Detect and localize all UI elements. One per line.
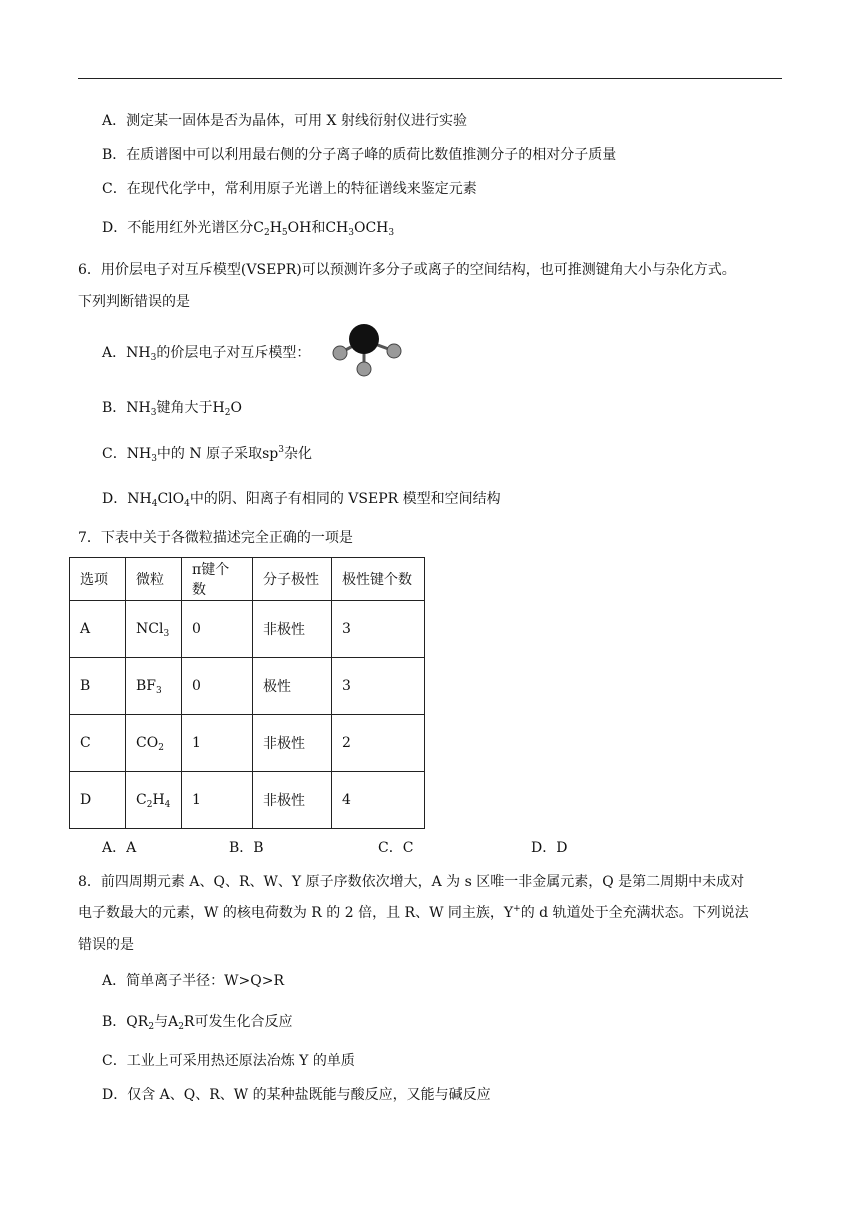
table-cell-polar-bonds: 2 [332, 715, 425, 772]
table-cell-particle: $BF_3$ [126, 658, 182, 715]
table-cell-particle: NCl$_3$ [126, 601, 182, 658]
q8-stem-line2: 电子数最大的元素，W 的核电荷数为 R 的 2 倍，且 R、W 同主族，Y+的 d 轨道处于全充满状态。下列说法 [78, 904, 749, 921]
q8-stem-line3: 错误的是 [78, 937, 134, 953]
q7-table [69, 557, 425, 829]
table-row [70, 772, 425, 829]
table-row [70, 658, 425, 715]
table-header-cell: 微粒 [126, 558, 182, 601]
table-cell-option: C [70, 715, 126, 772]
header-rule [78, 78, 782, 79]
table-cell-polarity: 非极性 [253, 715, 332, 772]
table-cell-polarity: 非极性 [253, 772, 332, 829]
table-cell-pi-bonds: 1 [182, 715, 253, 772]
q8-option-d: D．仅含 A、Q、R、W 的某种盐既能与酸反应，又能与碱反应 [102, 1087, 491, 1103]
table-header-cell: 极性键个数 [332, 558, 425, 601]
table-cell-polarity: 非极性 [253, 601, 332, 658]
q6-stem-line1: 6．用价层电子对互斥模型(VSEPR)可以预测许多分子或离子的空间结构，也可推测键角大小与杂化方式。 [78, 262, 736, 278]
q5-option-a: A．测定某一固体是否为晶体，可用 X 射线衍射仪进行实验 [102, 113, 467, 129]
q7-answer-a: A．A [102, 840, 137, 856]
q6-option-d: D．$NH_4ClO_4$中的阴、阳离子有相同的 VSEPR 模型和空间结构 [102, 491, 501, 509]
table-cell-pi-bonds: 0 [182, 601, 253, 658]
table-cell-polar-bonds: 4 [332, 772, 425, 829]
table-header-cell: 选项 [70, 558, 126, 601]
q8-option-c: C．工业上可采用热还原法冶炼 Y 的单质 [102, 1053, 355, 1069]
q5-option-d: D．不能用红外光谱区分$C_2H_5OH$和$CH_3OCH_3$ [102, 220, 395, 238]
table-header-cell: π键个数 [182, 558, 253, 601]
table-cell-pi-bonds: 0 [182, 658, 253, 715]
q5-option-c: C．在现代化学中，常利用原子光谱上的特征谱线来鉴定元素 [102, 181, 477, 197]
q6-option-c: C．$NH_3$中的 N 原子采取$sp^3$杂化 [102, 445, 312, 464]
table-header-row [70, 558, 425, 601]
table-cell-option: D [70, 772, 126, 829]
table-cell-polar-bonds: 3 [332, 658, 425, 715]
table-cell-pi-bonds: 1 [182, 772, 253, 829]
q7-stem: 7．下表中关于各微粒描述完全正确的一项是 [78, 530, 353, 546]
q6-option-a: A．$NH_3$的价层电子对互斥模型： [102, 345, 311, 363]
q7-answer-b: B．B [229, 840, 264, 856]
q8-option-b: B．$QR_2$与$A_2R$可发生化合反应 [102, 1014, 293, 1032]
table-cell-polar-bonds: 3 [332, 601, 425, 658]
q8-option-a: A．简单离子半径：W>Q>R [102, 973, 284, 989]
table-header-cell: 分子极性 [253, 558, 332, 601]
table-cell-option: B [70, 658, 126, 715]
q8-stem-line1: 8．前四周期元素 A、Q、R、W、Y 原子序数依次增大，A 为 s 区唯一非金属元素，Q 是第二周期中未成对 [78, 874, 745, 890]
table-cell-particle: $CO_2$ [126, 715, 182, 772]
q6-stem-line2: 下列判断错误的是 [78, 294, 190, 310]
table-row [70, 601, 425, 658]
vsepr-model-image [328, 323, 408, 379]
table-cell-polarity: 极性 [253, 658, 332, 715]
q5-option-b: B．在质谱图中可以利用最右侧的分子离子峰的质荷比数值推测分子的相对分子质量 [102, 147, 617, 163]
table-cell-particle: $C_2H_4$ [126, 772, 182, 829]
table-row [70, 715, 425, 772]
q7-answer-d: D．D [531, 840, 568, 856]
q7-answer-c: C．C [378, 840, 414, 856]
table-cell-option: A [70, 601, 126, 658]
q6-option-b: B．$NH_3$键角大于$H_2O$ [102, 400, 242, 418]
